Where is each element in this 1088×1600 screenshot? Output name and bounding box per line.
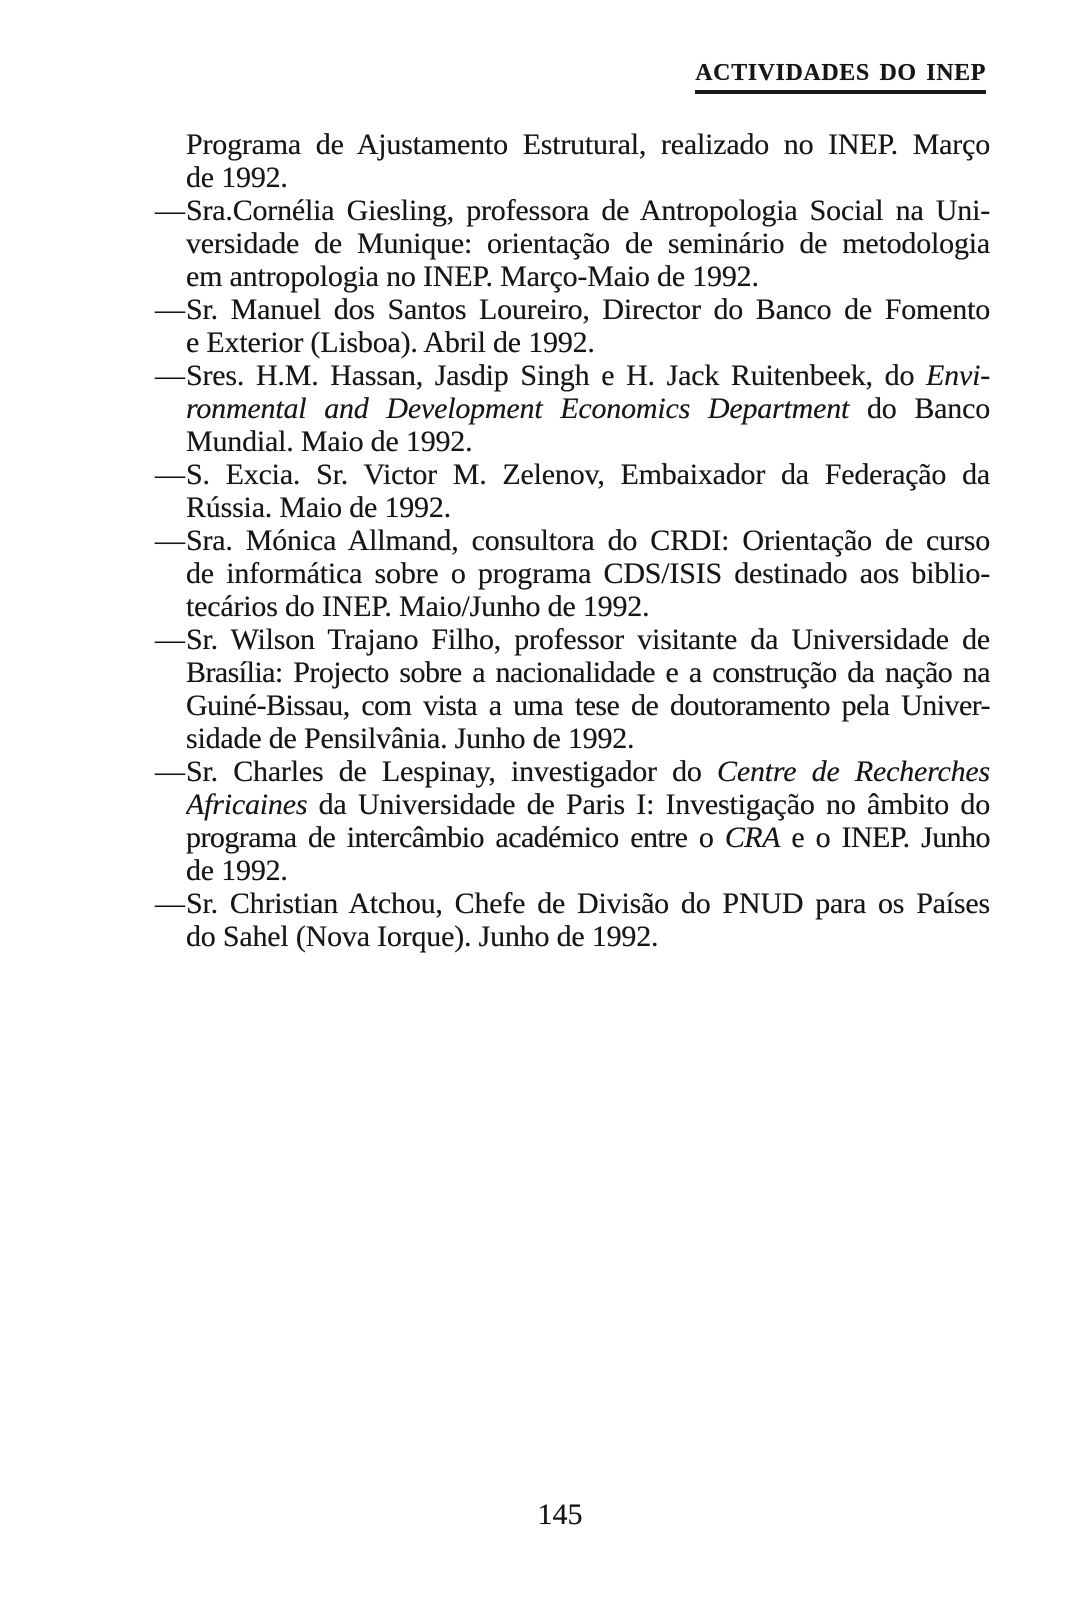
dash-marker: — — [155, 194, 185, 227]
text-segment: Sr. Charles de Lespinay, investigador do — [186, 755, 718, 788]
activity-list — [155, 128, 990, 953]
text-segment: do Banco — [849, 392, 990, 425]
text-segment: da Universidade de Paris I: Investigação no âmbito do — [307, 788, 990, 821]
dash-marker: — — [155, 359, 185, 392]
text-segment: do Sahel (Nova Iorque). Junho de 1992. — [186, 920, 659, 953]
text-segment: Programa de Ajustamento Estrutural, realizado no INEP. Março — [186, 128, 990, 161]
text-segment: S. Excia. Sr. Victor M. Zelenov, Embaixador da Federação da — [186, 458, 990, 491]
text-line — [186, 491, 990, 524]
text-line — [186, 920, 990, 953]
text-segment: Sr. Manuel dos Santos Loureiro, Director do Banco de Fomento — [186, 293, 990, 326]
list-item — [155, 623, 990, 755]
text-segment: Sra. Mónica Allmand, consultora do CRDI: Orientação de curso — [186, 524, 990, 557]
text-segment: versidade de Munique: orientação de seminário de metodologia — [186, 227, 990, 260]
list-item — [155, 755, 990, 887]
text-segment: programa de intercâmbio académico entre o — [186, 821, 725, 854]
list-item — [155, 293, 990, 359]
dash-marker: — — [155, 524, 185, 557]
text-segment: e Exterior (Lisboa). Abril de 1992. — [186, 326, 595, 359]
text-segment: Sres. H.M. Hassan, Jasdip Singh e H. Jack Ruitenbeek, do — [186, 359, 927, 392]
list-item — [155, 524, 990, 623]
italic-text-segment: ronmental and Development Economics Department — [186, 392, 850, 425]
text-segment: Mundial. Maio de 1992. — [186, 425, 473, 458]
page-number: 145 — [537, 1498, 583, 1531]
text-line — [186, 887, 990, 920]
dash-marker: — — [155, 887, 185, 920]
text-segment: Brasília: Projecto sobre a nacionalidade e a construção da nação na — [186, 656, 990, 689]
dash-marker: — — [155, 755, 185, 788]
text-line — [186, 656, 990, 689]
text-line — [186, 161, 990, 194]
text-segment: Guiné-Bissau, com vista a uma tese de doutoramento pela Univer- — [186, 689, 990, 722]
text-line — [186, 293, 990, 326]
dash-marker: — — [155, 623, 185, 656]
text-segment: Sra.Cornélia Giesling, professora de Antropologia Social na Uni- — [186, 194, 990, 227]
text-line — [186, 689, 990, 722]
dash-marker: — — [155, 293, 185, 326]
text-line — [186, 623, 990, 656]
text-segment: e o INEP. Junho — [779, 821, 990, 854]
text-segment: tecários do INEP. Maio/Junho de 1992. — [186, 590, 650, 623]
text-line — [186, 788, 990, 821]
dash-marker: — — [155, 458, 185, 491]
text-line — [186, 755, 990, 788]
text-line — [186, 392, 990, 425]
text-line — [186, 590, 990, 623]
italic-text-segment: Envi- — [926, 359, 990, 392]
list-item — [155, 458, 990, 524]
text-line — [186, 260, 990, 293]
italic-text-segment: Africaines — [186, 788, 308, 821]
text-line — [186, 524, 990, 557]
text-segment: Rússia. Maio de 1992. — [186, 491, 451, 524]
text-segment: de informática sobre o programa CDS/ISIS destinado aos biblio- — [186, 557, 990, 590]
text-segment: sidade de Pensilvânia. Junho de 1992. — [186, 722, 635, 755]
text-line — [186, 128, 990, 161]
list-item — [186, 128, 990, 194]
text-line — [186, 326, 990, 359]
text-line — [186, 458, 990, 491]
list-item — [155, 359, 990, 458]
text-segment: Sr. Christian Atchou, Chefe de Divisão do PNUD para os Países — [186, 887, 990, 920]
italic-text-segment: CRA — [724, 821, 780, 854]
page-header: ACTIVIDADES DO INEP — [695, 60, 986, 94]
text-line — [186, 557, 990, 590]
text-line — [186, 359, 990, 392]
text-line — [186, 854, 990, 887]
text-line — [186, 722, 990, 755]
italic-text-segment: Centre de Recherches — [717, 755, 990, 788]
text-segment: em antropologia no INEP. Março-Maio de 1992. — [186, 260, 759, 293]
text-line — [186, 821, 990, 854]
text-segment: Sr. Wilson Trajano Filho, professor visitante da Universidade de — [186, 623, 990, 656]
list-item — [155, 194, 990, 293]
text-segment: de 1992. — [186, 161, 288, 194]
list-item — [155, 887, 990, 953]
text-line — [186, 227, 990, 260]
text-segment: de 1992. — [186, 854, 288, 887]
text-line — [186, 194, 990, 227]
text-line — [186, 425, 990, 458]
